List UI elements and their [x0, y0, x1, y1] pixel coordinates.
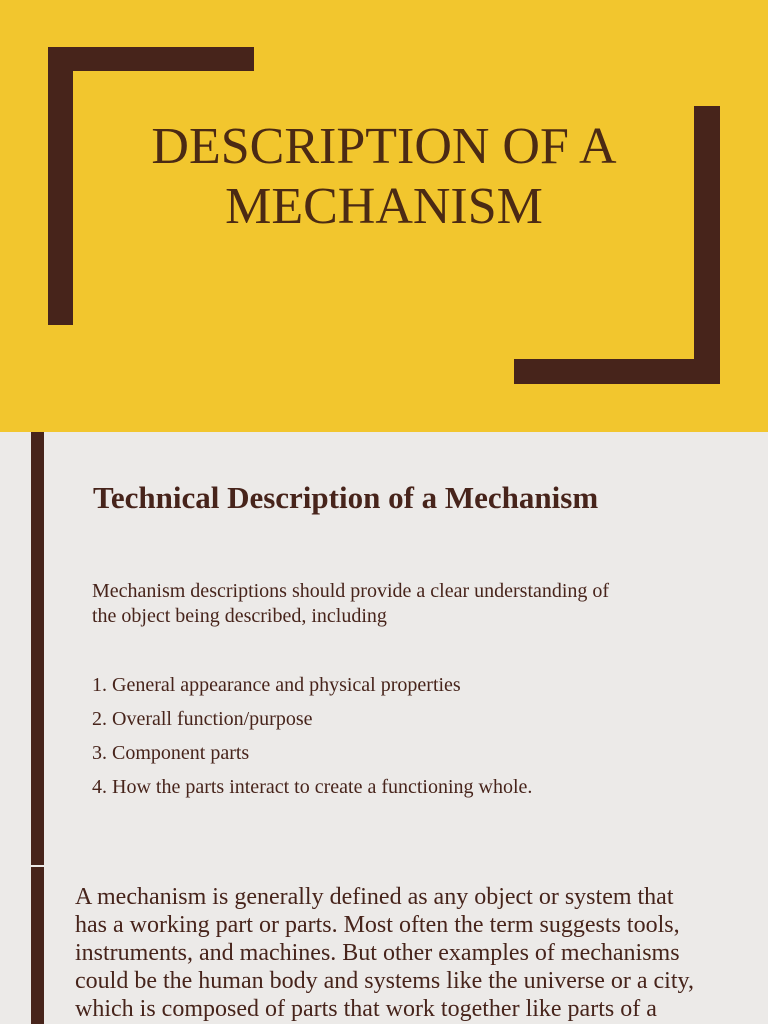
paragraph-line: could be the human body and systems like the universe or a city, — [75, 968, 694, 994]
corner-bracket-top-left-vertical — [48, 47, 73, 325]
technical-description-slide — [0, 432, 768, 865]
intro-line-1: Mechanism descriptions should provide a clear understanding of — [92, 580, 610, 602]
definition-paragraph — [75, 883, 755, 1023]
requirements-list — [92, 672, 712, 808]
list-item: 4. How the parts interact to create a functioning whole. — [92, 776, 533, 798]
slide-heading: Technical Description of a Mechanism — [93, 480, 599, 515]
left-accent-stripe — [31, 432, 44, 865]
left-accent-stripe — [31, 867, 44, 1024]
list-item: 1. General appearance and physical properties — [92, 674, 461, 696]
corner-bracket-top-left-horizontal — [48, 47, 254, 71]
list-item: 3. Component parts — [92, 742, 250, 764]
paragraph-line: instruments, and machines. But other examples of mechanisms — [75, 940, 680, 966]
corner-bracket-bottom-right-horizontal — [514, 359, 720, 384]
definition-slide — [0, 867, 768, 1024]
slide-title-line-1: DESCRIPTION OF A — [151, 118, 617, 175]
corner-bracket-bottom-right-vertical — [694, 106, 720, 384]
paragraph-line: has a working part or parts. Most often the term suggests tools, — [75, 912, 680, 938]
title-slide — [0, 0, 768, 432]
intro-line-2: the object being described, including — [92, 605, 387, 627]
intro-paragraph — [92, 579, 692, 629]
slide-title — [90, 117, 678, 237]
paragraph-line: A mechanism is generally defined as any object or system that — [75, 884, 674, 910]
slide-title-line-2: MECHANISM — [225, 178, 543, 235]
paragraph-line: which is composed of parts that work together like parts of a — [75, 996, 657, 1022]
list-item: 2. Overall function/purpose — [92, 708, 313, 730]
